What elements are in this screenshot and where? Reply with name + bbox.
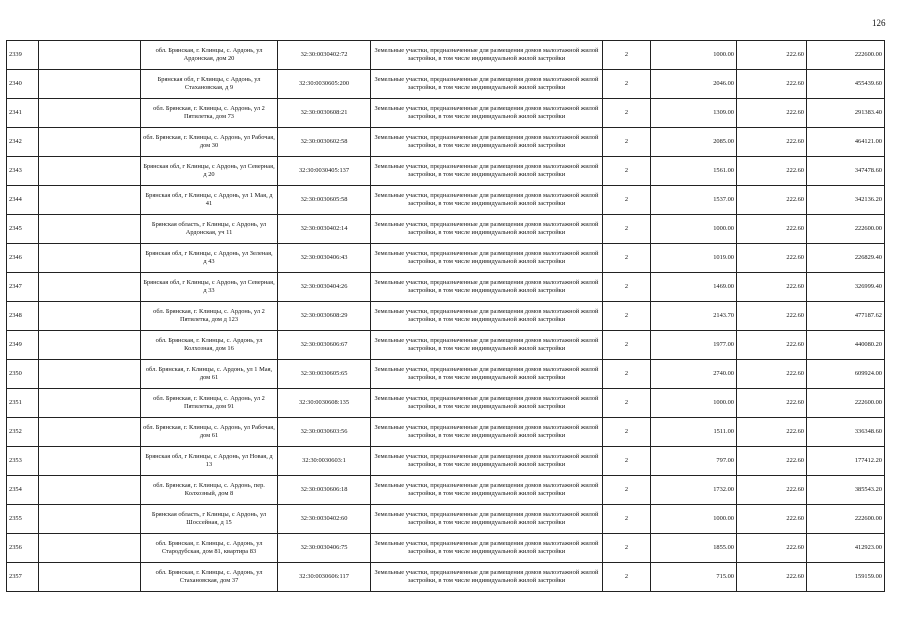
row-specific-value: 222.60 bbox=[737, 215, 807, 244]
row-cadastral-number: 32:30:0030605:65 bbox=[278, 360, 371, 389]
row-blank-cell bbox=[39, 41, 141, 70]
row-address: Брянская обл, г Клинцы, с Ардонь, ул Стахановская, д 9 bbox=[141, 70, 278, 99]
row-specific-value: 222.60 bbox=[737, 476, 807, 505]
row-category-code: 2 bbox=[603, 41, 651, 70]
row-number: 2340 bbox=[7, 70, 39, 99]
table-row bbox=[7, 418, 885, 447]
page-number: 126 bbox=[872, 18, 886, 28]
row-address: Брянская обл, г Клинцы, с Ардонь, ул Зеленая, д 43 bbox=[141, 244, 278, 273]
row-address: обл. Брянская, г. Клинцы, с. Ардонь, ул 2 Пятилетка, дом д 123 bbox=[141, 302, 278, 331]
row-category-code: 2 bbox=[603, 331, 651, 360]
row-cadastral-number: 32:30:0030605:58 bbox=[278, 186, 371, 215]
row-number: 2352 bbox=[7, 418, 39, 447]
row-cadastral-value: 336348.60 bbox=[807, 418, 885, 447]
row-number: 2345 bbox=[7, 215, 39, 244]
row-area: 1309.00 bbox=[651, 99, 737, 128]
row-cadastral-number: 32:30:0030603:56 bbox=[278, 418, 371, 447]
row-specific-value: 222.60 bbox=[737, 157, 807, 186]
row-cadastral-value: 385543.20 bbox=[807, 476, 885, 505]
row-category-code: 2 bbox=[603, 534, 651, 563]
row-category-code: 2 bbox=[603, 273, 651, 302]
row-cadastral-number: 32:30:0030606:67 bbox=[278, 331, 371, 360]
row-address: Брянская область, г Клинцы, с Ардонь, ул Шоссейная, д 15 bbox=[141, 505, 278, 534]
table-row bbox=[7, 534, 885, 563]
table-row bbox=[7, 215, 885, 244]
table-row bbox=[7, 331, 885, 360]
row-address: обл. Брянская, г. Клинцы, с. Ардонь, ул 2 Пятилетка, дом 91 bbox=[141, 389, 278, 418]
row-permitted-use: Земельные участки, предназначенные для размещения домов малоэтажной жилой застройки, в том числе индивидуальной жилой застройки bbox=[371, 70, 603, 99]
row-cadastral-number: 32:30:0030406:75 bbox=[278, 534, 371, 563]
row-specific-value: 222.60 bbox=[737, 273, 807, 302]
row-category-code: 2 bbox=[603, 418, 651, 447]
row-area: 1000.00 bbox=[651, 505, 737, 534]
table-row bbox=[7, 505, 885, 534]
row-category-code: 2 bbox=[603, 128, 651, 157]
row-number: 2350 bbox=[7, 360, 39, 389]
table-row bbox=[7, 244, 885, 273]
row-number: 2342 bbox=[7, 128, 39, 157]
row-cadastral-number: 32:30:0030606:18 bbox=[278, 476, 371, 505]
row-blank-cell bbox=[39, 215, 141, 244]
row-category-code: 2 bbox=[603, 360, 651, 389]
row-area: 715.00 bbox=[651, 563, 737, 592]
row-permitted-use: Земельные участки, предназначенные для размещения домов малоэтажной жилой застройки, в том числе индивидуальной жилой застройки bbox=[371, 563, 603, 592]
row-area: 1537.00 bbox=[651, 186, 737, 215]
row-cadastral-number: 32:30:0030402:14 bbox=[278, 215, 371, 244]
table-row bbox=[7, 447, 885, 476]
row-specific-value: 222.60 bbox=[737, 244, 807, 273]
row-cadastral-number: 32:30:0030608:29 bbox=[278, 302, 371, 331]
row-permitted-use: Земельные участки, предназначенные для размещения домов малоэтажной жилой застройки, в том числе индивидуальной жилой застройки bbox=[371, 360, 603, 389]
table-row bbox=[7, 389, 885, 418]
row-cadastral-number: 32:30:0030602:58 bbox=[278, 128, 371, 157]
row-specific-value: 222.60 bbox=[737, 534, 807, 563]
row-cadastral-value: 455439.60 bbox=[807, 70, 885, 99]
row-specific-value: 222.60 bbox=[737, 563, 807, 592]
row-permitted-use: Земельные участки, предназначенные для размещения домов малоэтажной жилой застройки, в том числе индивидуальной жилой застройки bbox=[371, 157, 603, 186]
row-address: обл. Брянская, г. Клинцы, с. Ардонь, пер. Колхозный, дом 8 bbox=[141, 476, 278, 505]
row-cadastral-number: 32:30:0030608:21 bbox=[278, 99, 371, 128]
row-cadastral-value: 159159.00 bbox=[807, 563, 885, 592]
row-blank-cell bbox=[39, 157, 141, 186]
row-area: 1977.00 bbox=[651, 331, 737, 360]
row-address: обл. Брянская, г. Клинцы, с. Ардонь, ул Колхозная, дом 16 bbox=[141, 331, 278, 360]
row-cadastral-value: 347478.60 bbox=[807, 157, 885, 186]
row-blank-cell bbox=[39, 563, 141, 592]
row-category-code: 2 bbox=[603, 476, 651, 505]
row-specific-value: 222.60 bbox=[737, 41, 807, 70]
row-cadastral-value: 177412.20 bbox=[807, 447, 885, 476]
row-address: Брянская обл, г Клинцы, с Ардонь, ул 1 Мая, д 41 bbox=[141, 186, 278, 215]
row-specific-value: 222.60 bbox=[737, 70, 807, 99]
row-cadastral-number: 32:30:0030606:117 bbox=[278, 563, 371, 592]
row-cadastral-value: 226829.40 bbox=[807, 244, 885, 273]
row-number: 2341 bbox=[7, 99, 39, 128]
table-row bbox=[7, 70, 885, 99]
row-area: 2143.70 bbox=[651, 302, 737, 331]
row-blank-cell bbox=[39, 302, 141, 331]
row-specific-value: 222.60 bbox=[737, 331, 807, 360]
row-cadastral-value: 326999.40 bbox=[807, 273, 885, 302]
table-row bbox=[7, 302, 885, 331]
row-number: 2351 bbox=[7, 389, 39, 418]
row-specific-value: 222.60 bbox=[737, 418, 807, 447]
row-category-code: 2 bbox=[603, 244, 651, 273]
row-blank-cell bbox=[39, 273, 141, 302]
row-number: 2344 bbox=[7, 186, 39, 215]
row-number: 2349 bbox=[7, 331, 39, 360]
table-row bbox=[7, 99, 885, 128]
row-number: 2346 bbox=[7, 244, 39, 273]
row-permitted-use: Земельные участки, предназначенные для размещения домов малоэтажной жилой застройки, в том числе индивидуальной жилой застройки bbox=[371, 418, 603, 447]
row-permitted-use: Земельные участки, предназначенные для размещения домов малоэтажной жилой застройки, в том числе индивидуальной жилой застройки bbox=[371, 505, 603, 534]
row-category-code: 2 bbox=[603, 186, 651, 215]
row-area: 1469.00 bbox=[651, 273, 737, 302]
row-permitted-use: Земельные участки, предназначенные для размещения домов малоэтажной жилой застройки, в том числе индивидуальной жилой застройки bbox=[371, 186, 603, 215]
row-specific-value: 222.60 bbox=[737, 128, 807, 157]
row-area: 2085.00 bbox=[651, 128, 737, 157]
row-blank-cell bbox=[39, 186, 141, 215]
row-blank-cell bbox=[39, 447, 141, 476]
row-cadastral-value: 342136.20 bbox=[807, 186, 885, 215]
row-blank-cell bbox=[39, 99, 141, 128]
row-permitted-use: Земельные участки, предназначенные для размещения домов малоэтажной жилой застройки, в том числе индивидуальной жилой застройки bbox=[371, 215, 603, 244]
row-permitted-use: Земельные участки, предназначенные для размещения домов малоэтажной жилой застройки, в том числе индивидуальной жилой застройки bbox=[371, 99, 603, 128]
row-cadastral-number: 32:30:0030405:137 bbox=[278, 157, 371, 186]
row-cadastral-value: 609924.00 bbox=[807, 360, 885, 389]
row-address: Брянская обл, г Клинцы, с Ардонь, ул Северная, д 33 bbox=[141, 273, 278, 302]
row-category-code: 2 bbox=[603, 99, 651, 128]
row-permitted-use: Земельные участки, предназначенные для размещения домов малоэтажной жилой застройки, в том числе индивидуальной жилой застройки bbox=[371, 447, 603, 476]
row-blank-cell bbox=[39, 244, 141, 273]
row-blank-cell bbox=[39, 70, 141, 99]
row-number: 2354 bbox=[7, 476, 39, 505]
row-permitted-use: Земельные участки, предназначенные для размещения домов малоэтажной жилой застройки, в том числе индивидуальной жилой застройки bbox=[371, 476, 603, 505]
row-category-code: 2 bbox=[603, 70, 651, 99]
row-area: 1000.00 bbox=[651, 41, 737, 70]
row-blank-cell bbox=[39, 505, 141, 534]
row-cadastral-value: 412923.00 bbox=[807, 534, 885, 563]
row-permitted-use: Земельные участки, предназначенные для размещения домов малоэтажной жилой застройки, в том числе индивидуальной жилой застройки bbox=[371, 389, 603, 418]
row-address: Брянская область, г Клинцы, с Ардонь, ул Ардонская, уч 11 bbox=[141, 215, 278, 244]
row-address: обл. Брянская, г. Клинцы, с. Ардонь, ул 1 Мая, дом 61 bbox=[141, 360, 278, 389]
row-cadastral-number: 32:30:0030406:43 bbox=[278, 244, 371, 273]
row-number: 2343 bbox=[7, 157, 39, 186]
land-plot-registry-table bbox=[6, 40, 885, 592]
table-row bbox=[7, 563, 885, 592]
row-area: 1511.00 bbox=[651, 418, 737, 447]
row-category-code: 2 bbox=[603, 157, 651, 186]
row-cadastral-value: 222600.00 bbox=[807, 389, 885, 418]
row-area: 2046.00 bbox=[651, 70, 737, 99]
row-address: обл. Брянская, г. Клинцы, с. Ардонь, ул Рабочая, дом 30 bbox=[141, 128, 278, 157]
row-permitted-use: Земельные участки, предназначенные для размещения домов малоэтажной жилой застройки, в том числе индивидуальной жилой застройки bbox=[371, 534, 603, 563]
row-cadastral-number: 32:30:0030404:26 bbox=[278, 273, 371, 302]
row-area: 1561.00 bbox=[651, 157, 737, 186]
table-row bbox=[7, 186, 885, 215]
row-address: Брянская обл, г Клинцы, с Ардонь, ул Новая, д 13 bbox=[141, 447, 278, 476]
row-blank-cell bbox=[39, 418, 141, 447]
row-specific-value: 222.60 bbox=[737, 186, 807, 215]
row-blank-cell bbox=[39, 128, 141, 157]
row-address: обл. Брянская, г. Клинцы, с. Ардонь, ул Стахановская, дом 37 bbox=[141, 563, 278, 592]
table-row bbox=[7, 360, 885, 389]
row-category-code: 2 bbox=[603, 215, 651, 244]
row-cadastral-value: 464121.00 bbox=[807, 128, 885, 157]
row-number: 2356 bbox=[7, 534, 39, 563]
row-number: 2355 bbox=[7, 505, 39, 534]
row-category-code: 2 bbox=[603, 447, 651, 476]
row-category-code: 2 bbox=[603, 563, 651, 592]
row-address: обл. Брянская, г. Клинцы, с. Ардонь, ул Рабочая, дом 61 bbox=[141, 418, 278, 447]
row-cadastral-number: 32:30:0030402:60 bbox=[278, 505, 371, 534]
row-area: 1732.00 bbox=[651, 476, 737, 505]
row-permitted-use: Земельные участки, предназначенные для размещения домов малоэтажной жилой застройки, в том числе индивидуальной жилой застройки bbox=[371, 128, 603, 157]
row-address: обл. Брянская, г. Клинцы, с. Ардонь, ул 2 Пятилетка, дом 73 bbox=[141, 99, 278, 128]
row-area: 2740.00 bbox=[651, 360, 737, 389]
row-cadastral-value: 477187.62 bbox=[807, 302, 885, 331]
row-specific-value: 222.60 bbox=[737, 389, 807, 418]
row-number: 2357 bbox=[7, 563, 39, 592]
table-row bbox=[7, 476, 885, 505]
row-number: 2347 bbox=[7, 273, 39, 302]
row-area: 797.00 bbox=[651, 447, 737, 476]
table-row bbox=[7, 41, 885, 70]
row-specific-value: 222.60 bbox=[737, 302, 807, 331]
row-permitted-use: Земельные участки, предназначенные для размещения домов малоэтажной жилой застройки, в том числе индивидуальной жилой застройки bbox=[371, 244, 603, 273]
row-area: 1019.00 bbox=[651, 244, 737, 273]
row-cadastral-number: 32:30:0030605:200 bbox=[278, 70, 371, 99]
row-permitted-use: Земельные участки, предназначенные для размещения домов малоэтажной жилой застройки, в том числе индивидуальной жилой застройки bbox=[371, 41, 603, 70]
row-specific-value: 222.60 bbox=[737, 99, 807, 128]
registry-body bbox=[7, 41, 885, 592]
row-specific-value: 222.60 bbox=[737, 505, 807, 534]
row-specific-value: 222.60 bbox=[737, 360, 807, 389]
row-number: 2348 bbox=[7, 302, 39, 331]
row-cadastral-value: 440080.20 bbox=[807, 331, 885, 360]
row-blank-cell bbox=[39, 476, 141, 505]
row-address: Брянская обл, г Клинцы, с Ардонь, ул Северная, д 20 bbox=[141, 157, 278, 186]
row-area: 1855.00 bbox=[651, 534, 737, 563]
row-area: 1000.00 bbox=[651, 389, 737, 418]
row-cadastral-number: 32:30:0030608:135 bbox=[278, 389, 371, 418]
row-blank-cell bbox=[39, 331, 141, 360]
row-blank-cell bbox=[39, 534, 141, 563]
table-row bbox=[7, 273, 885, 302]
table-row bbox=[7, 157, 885, 186]
row-cadastral-value: 291383.40 bbox=[807, 99, 885, 128]
row-address: обл. Брянская, г. Клинцы, с. Ардонь, ул Стародубская, дом 81, квартира 83 bbox=[141, 534, 278, 563]
row-permitted-use: Земельные участки, предназначенные для размещения домов малоэтажной жилой застройки, в том числе индивидуальной жилой застройки bbox=[371, 331, 603, 360]
row-area: 1000.00 bbox=[651, 215, 737, 244]
row-permitted-use: Земельные участки, предназначенные для размещения домов малоэтажной жилой застройки, в том числе индивидуальной жилой застройки bbox=[371, 302, 603, 331]
row-cadastral-value: 222600.00 bbox=[807, 505, 885, 534]
row-address: обл. Брянская, г. Клинцы, с. Ардонь, ул Ардонская, дом 20 bbox=[141, 41, 278, 70]
row-blank-cell bbox=[39, 360, 141, 389]
row-category-code: 2 bbox=[603, 389, 651, 418]
row-category-code: 2 bbox=[603, 302, 651, 331]
row-cadastral-number: 32:30:0030402:72 bbox=[278, 41, 371, 70]
row-cadastral-number: 32:30:0030603:1 bbox=[278, 447, 371, 476]
row-number: 2353 bbox=[7, 447, 39, 476]
row-cadastral-value: 222600.00 bbox=[807, 215, 885, 244]
row-permitted-use: Земельные участки, предназначенные для размещения домов малоэтажной жилой застройки, в том числе индивидуальной жилой застройки bbox=[371, 273, 603, 302]
row-specific-value: 222.60 bbox=[737, 447, 807, 476]
row-blank-cell bbox=[39, 389, 141, 418]
row-cadastral-value: 222600.00 bbox=[807, 41, 885, 70]
row-number: 2339 bbox=[7, 41, 39, 70]
row-category-code: 2 bbox=[603, 505, 651, 534]
table-row bbox=[7, 128, 885, 157]
